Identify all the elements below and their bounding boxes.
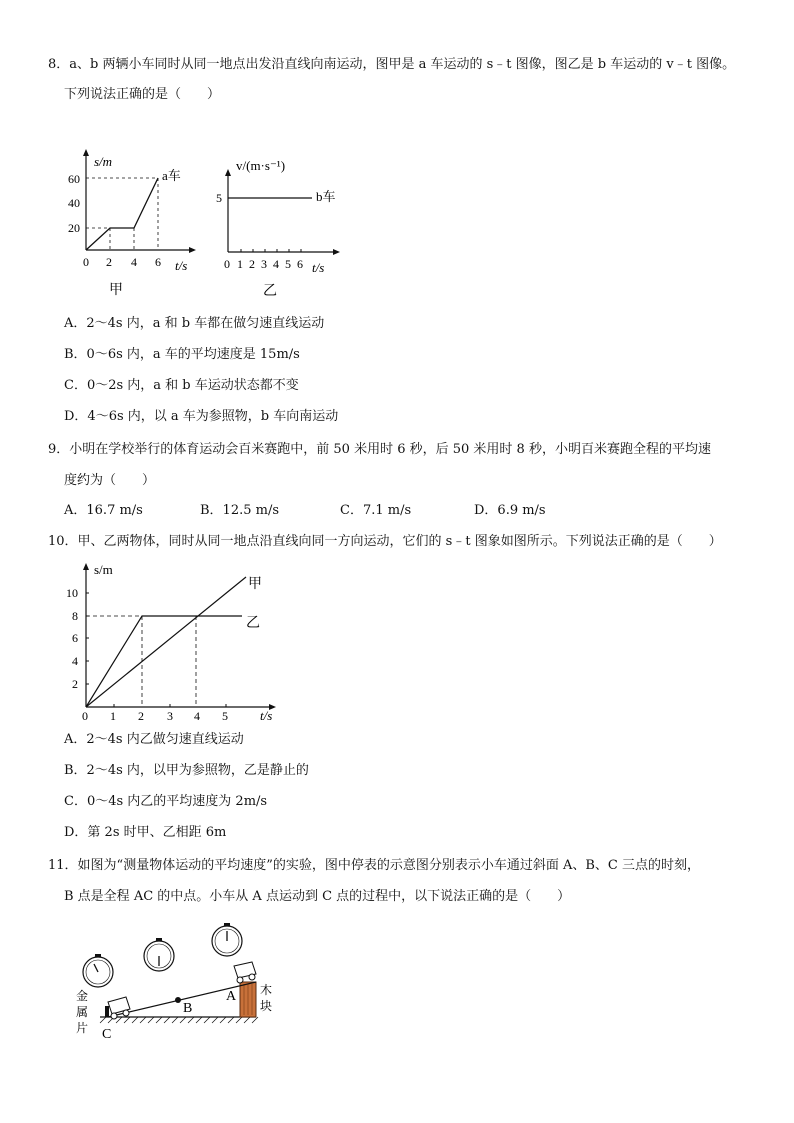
yi-line-label: b车 [316, 189, 336, 204]
q10-ytick-6: 6 [72, 631, 78, 645]
jia-series-a [86, 178, 158, 250]
q10-option-b: B．2～4s 内，以甲为参照物，乙是静止的 [64, 763, 309, 778]
jia-ytick-60: 60 [68, 172, 80, 186]
yi-xtick-4: 4 [273, 257, 279, 271]
metal-label-1: 金 [76, 989, 89, 1003]
point-b-dot [175, 997, 181, 1003]
point-a-label: A [226, 989, 237, 1004]
q9-option-d: D．6.9 m/s [474, 503, 546, 518]
metal-plate [105, 1006, 109, 1017]
q9-option-b: B．12.5 m/s [200, 503, 280, 518]
jia-ylabel: s/m [94, 154, 113, 169]
q11-stem-line2: B 点是全程 AC 的中点。小车从 A 点运动到 C 点的过程中，以下说法正确的是（ ） [64, 889, 571, 904]
yi-caption: 乙 [263, 284, 277, 299]
q11-figure [70, 920, 290, 1045]
wood-label-2: 块 [260, 999, 273, 1013]
jia-xlabel: t/s [175, 258, 188, 273]
yi-xtick-6: 6 [297, 257, 303, 271]
jia-xtick-4: 4 [131, 255, 137, 269]
q10-series-yi [86, 616, 242, 707]
q8-option-c: C．0～2s 内，a 和 b 车运动状态都不变 [64, 378, 299, 393]
metal-label-3: 片 [76, 1021, 89, 1035]
q10-label-jia: 甲 [248, 577, 262, 592]
jia-xtick-2: 2 [106, 255, 112, 269]
q10-ylabel: s/m [94, 562, 113, 577]
q8-figure-yi [212, 148, 352, 304]
q8-stem-line1: 8．a、b 两辆小车同时从同一地点出发沿直线向南运动，图甲是 a 车运动的 s﹣t 图像，图乙是 b 车运动的 v﹣t 图像。 [48, 57, 736, 72]
q10-xtick-1: 1 [110, 709, 116, 723]
q10-label-yi: 乙 [246, 616, 260, 631]
point-b-label: B [183, 1001, 193, 1016]
jia-caption: 甲 [109, 283, 123, 298]
jia-line-label: a车 [162, 168, 181, 183]
jia-xtick-0: 0 [83, 255, 89, 269]
cart-c [108, 997, 130, 1019]
yi-xtick-2: 2 [249, 257, 255, 271]
q10-xtick-2: 2 [138, 709, 144, 723]
q8-option-a: A．2～4s 内，a 和 b 车都在做匀速直线运动 [64, 316, 325, 331]
q10-xlabel: t/s [260, 708, 273, 723]
q10-ytick-10: 10 [66, 586, 78, 600]
metal-label-2: 属 [76, 1005, 89, 1019]
q10-xtick-3: 3 [167, 709, 173, 723]
q10-series-jia [86, 577, 246, 707]
q10-ytick-8: 8 [72, 609, 78, 623]
q9-option-c: C．7.1 m/s [340, 503, 412, 518]
q10-ytick-4: 4 [72, 654, 78, 668]
q9-stem-line1: 9．小明在学校举行的体育运动会百米赛跑中，前 50 米用时 6 秒，后 50 米用时 8 秒，小明百米赛跑全程的平均速 [48, 442, 711, 457]
cart-a [234, 962, 256, 983]
stopwatch-a-icon [212, 923, 242, 956]
q9-option-a: A．16.7 m/s [64, 503, 143, 518]
q10-figure [64, 560, 284, 730]
q8-stem-line2: 下列说法正确的是（ ） [64, 87, 221, 102]
wood-label-1: 木 [260, 983, 273, 997]
q10-xtick-5: 5 [222, 709, 228, 723]
jia-ytick-40: 40 [68, 196, 80, 210]
stopwatch-b-icon [144, 938, 174, 971]
q10-option-a: A．2～4s 内乙做匀速直线运动 [64, 732, 244, 747]
q9-stem-line2: 度约为（ ） [64, 473, 156, 488]
jia-ytick-20: 20 [68, 221, 80, 235]
yi-xtick-3: 3 [261, 257, 267, 271]
q10-stem: 10．甲、乙两物体，同时从同一地点沿直线向同一方向运动，它们的 s﹣t 图象如图所示。下列说法正确的是（ ） [48, 534, 722, 549]
yi-xtick-5: 5 [285, 257, 291, 271]
q10-option-d: D．第 2s 时甲、乙相距 6m [64, 825, 227, 840]
q10-xtick-0: 0 [82, 709, 88, 723]
point-c-label: C [102, 1027, 112, 1042]
q10-option-c: C．0～4s 内乙的平均速度为 2m/s [64, 794, 268, 809]
yi-xtick-1: 1 [237, 257, 243, 271]
yi-xtick-0: 0 [224, 257, 230, 271]
stopwatch-c-icon [83, 954, 113, 987]
q10-xtick-4: 4 [194, 709, 200, 723]
jia-xtick-6: 6 [155, 255, 161, 269]
q10-ytick-2: 2 [72, 677, 78, 691]
yi-xlabel: t/s [312, 260, 325, 275]
yi-ylabel: v/(m·s⁻¹) [236, 158, 286, 173]
yi-ytick-5: 5 [216, 191, 222, 205]
q8-figure-jia [62, 146, 202, 306]
q8-option-b: B．0～6s 内，a 车的平均速度是 15m/s [64, 347, 300, 362]
q8-option-d: D．4～6s 内，以 a 车为参照物，b 车向南运动 [64, 409, 339, 424]
q11-stem-line1: 11．如图为“测量物体运动的平均速度”的实验，图中停表的示意图分别表示小车通过斜面 A、B、C 三点的时刻， [48, 858, 700, 873]
